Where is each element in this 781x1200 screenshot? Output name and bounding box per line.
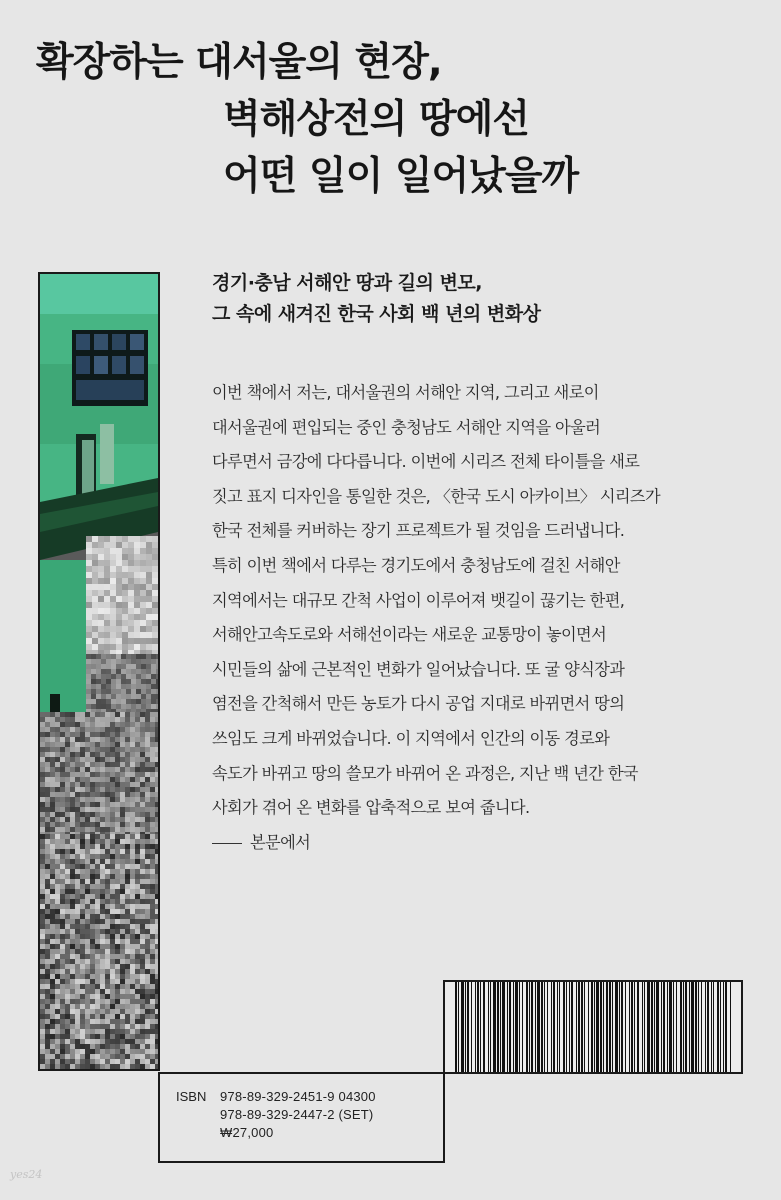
isbn-number: 978-89-329-2451-9 04300 (220, 1089, 376, 1104)
barcode-bar (713, 982, 714, 1072)
headline-line-1: 확장하는 대서울의 현장, (36, 40, 442, 85)
pixelated-building-photo (40, 274, 158, 1069)
barcode-bar (723, 982, 724, 1072)
barcode-bar (475, 982, 476, 1072)
barcode-bar (513, 982, 514, 1072)
barcode-bar (615, 982, 618, 1072)
barcode-bar (566, 982, 567, 1072)
body-line: 쓰임도 크게 바뀌었습니다. 이 지역에서 인간의 이동 경로와 (212, 728, 610, 748)
subtitle-line-2: 그 속에 새겨진 한국 사회 백 년의 변화상 (212, 303, 541, 325)
barcode-bar (705, 982, 706, 1072)
body-line: 사회가 겪어 온 변화를 압축적으로 보여 줍니다. (212, 798, 530, 818)
barcode-bar (467, 982, 469, 1072)
barcode-bar (578, 982, 580, 1072)
headline (36, 34, 578, 205)
barcode-bar (609, 982, 611, 1072)
barcode-bar (591, 982, 593, 1072)
barcode-bar (594, 982, 595, 1072)
cover-photo (38, 272, 160, 1071)
barcode-bar (683, 982, 684, 1072)
barcode-bar (571, 982, 573, 1072)
headline-line-3: 어떤 일이 일어났을까 (223, 154, 579, 199)
body-line: 한국 전체를 커버하는 장기 프로젝트가 될 것임을 드러냅니다. (212, 521, 625, 541)
barcode-bar (651, 982, 653, 1072)
barcode-bar (654, 982, 655, 1072)
barcode-bar (458, 982, 459, 1072)
isbn-set-number: 978-89-329-2447-2 (SET) (220, 1107, 374, 1122)
barcode-bar (455, 982, 457, 1072)
barcode-bar (526, 982, 528, 1072)
barcode-bar (612, 982, 613, 1072)
barcode-bar (493, 982, 496, 1072)
barcode-bar (725, 982, 727, 1072)
price: ₩27,000 (220, 1125, 274, 1140)
barcode-bar (584, 982, 585, 1072)
subtitle-line-1: 경기·충남 서해안 땅과 길의 변모, (212, 272, 482, 294)
barcode-bar (537, 982, 540, 1072)
barcode-bar (547, 982, 548, 1072)
body-line: 시민들의 삶에 근본적인 변화가 일어났습니다. 또 굴 양식장과 (212, 659, 625, 679)
barcode-icon (445, 982, 741, 1072)
body-line: 짓고 표지 디자인을 통일한 것은, 〈한국 도시 아카이브〉 시리즈가 (212, 486, 661, 506)
barcode-bar (502, 982, 505, 1072)
barcode-bar (488, 982, 489, 1072)
barcode-bar (544, 982, 545, 1072)
barcode-bar (656, 982, 659, 1072)
barcode-bar (509, 982, 511, 1072)
body-line: 속도가 바뀌고 땅의 쓸모가 바뀌어 온 과정은, 지난 백 년간 한국 (212, 763, 638, 783)
barcode-bar (551, 982, 552, 1072)
barcode-bar (661, 982, 662, 1072)
barcode-bar (519, 982, 520, 1072)
body-line: 지역에서는 대규모 간척 사업이 이루어져 뱃길이 끊기는 한편, (212, 590, 625, 610)
subtitle (212, 268, 540, 330)
barcode-bar (557, 982, 558, 1072)
isbn-box (158, 1072, 445, 1163)
barcode-bar (477, 982, 479, 1072)
barcode-bar (563, 982, 565, 1072)
barcode-bar (603, 982, 604, 1072)
barcode-bar (673, 982, 674, 1072)
barcode-bar (480, 982, 481, 1072)
barcode-bar (644, 982, 645, 1072)
barcode-bar (465, 982, 466, 1072)
body-text (212, 376, 732, 860)
barcode-bar (581, 982, 583, 1072)
barcode-bar (691, 982, 694, 1072)
barcode-bar (541, 982, 543, 1072)
barcode-bar (720, 982, 721, 1072)
barcode-bar (529, 982, 530, 1072)
barcode-bar (553, 982, 555, 1072)
barcode-bar (676, 982, 677, 1072)
body-line: 서해안고속도로와 서해선이라는 새로운 교통망이 놓이면서 (212, 625, 607, 645)
body-line: 다루면서 금강에 다다릅니다. 이번에 시리즈 전체 타이틀을 새로 (212, 452, 640, 472)
barcode-bar (576, 982, 577, 1072)
barcode-bar (531, 982, 533, 1072)
barcode-bar (730, 982, 731, 1072)
barcode-bar (461, 982, 464, 1072)
barcode-bar (707, 982, 709, 1072)
barcode-bar (600, 982, 602, 1072)
barcode-bar (515, 982, 518, 1072)
barcode-bar (663, 982, 665, 1072)
barcode-bar (717, 982, 719, 1072)
barcode-bar (507, 982, 508, 1072)
body-line: 특히 이번 책에서 다루는 경기도에서 충청남도에 걸친 서해안 (212, 555, 620, 575)
barcode-bar (669, 982, 672, 1072)
barcode-bar (637, 982, 639, 1072)
barcode-bar (588, 982, 589, 1072)
body-line: 이번 책에서 저는, 대서울권의 서해안 지역, 그리고 새로이 (212, 383, 599, 402)
barcode-bar (647, 982, 650, 1072)
barcode-bar (625, 982, 626, 1072)
barcode-bar (596, 982, 599, 1072)
headline-line-2: 벽해상전의 땅에선 (223, 97, 529, 142)
barcode-bar (667, 982, 668, 1072)
barcode-bar (497, 982, 499, 1072)
barcode-bar (680, 982, 682, 1072)
barcode-bar (621, 982, 623, 1072)
barcode-bar (535, 982, 536, 1072)
barcode-bar (711, 982, 712, 1072)
isbn-label: ISBN (176, 1089, 207, 1104)
barcode-bar (483, 982, 485, 1072)
barcode-bar (701, 982, 702, 1072)
barcode-bar (500, 982, 501, 1072)
barcode (443, 980, 743, 1074)
body-line: 대서울권에 편입되는 중인 충청남도 서해안 지역을 아울러 (212, 417, 601, 437)
em-dash (212, 843, 242, 844)
barcode-bar (569, 982, 570, 1072)
barcode-bar (619, 982, 620, 1072)
barcode-bar (559, 982, 560, 1072)
barcode-bar (606, 982, 608, 1072)
body-line: 염전을 간척해서 만든 농토가 다시 공업 지대로 바뀌면서 땅의 (212, 694, 625, 714)
source-label: 본문에서 (250, 832, 311, 852)
barcode-bar (695, 982, 697, 1072)
watermark-logo: yes24 (10, 1168, 43, 1181)
barcode-bar (685, 982, 687, 1072)
barcode-bar (634, 982, 635, 1072)
barcode-bar (471, 982, 472, 1072)
barcode-bar (698, 982, 699, 1072)
barcode-bar (522, 982, 523, 1072)
barcode-bar (629, 982, 630, 1072)
barcode-bar (689, 982, 690, 1072)
barcode-bar (490, 982, 491, 1072)
source-line (212, 826, 732, 861)
barcode-bar (631, 982, 633, 1072)
barcode-bar (642, 982, 643, 1072)
